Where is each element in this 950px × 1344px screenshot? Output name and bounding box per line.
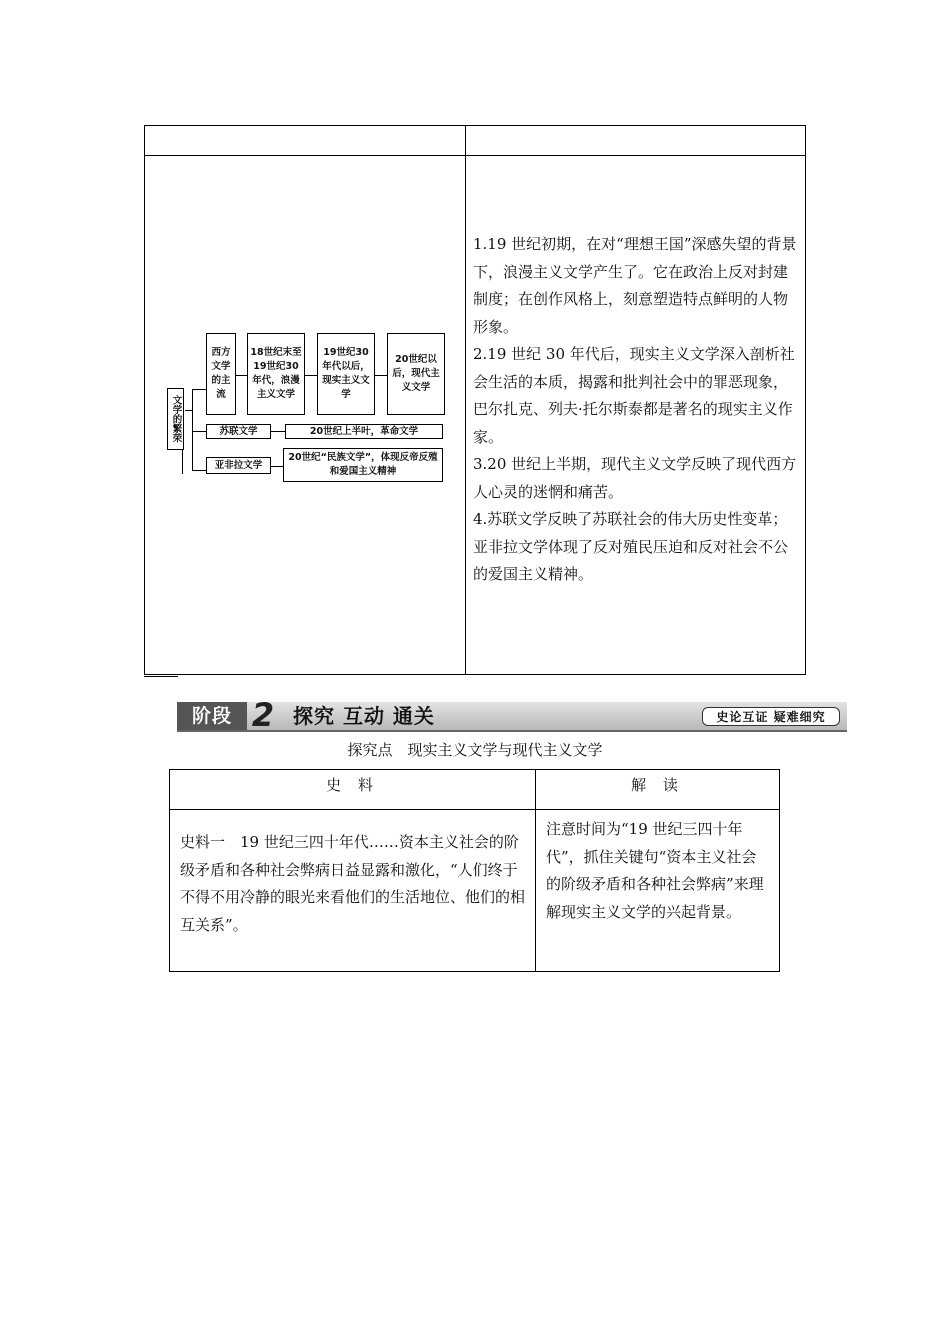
section-subtitle: 探究点 现实主义文学与现代主义文学 bbox=[347, 741, 603, 759]
header-reading: 解 读 bbox=[631, 776, 684, 794]
diagram-romantic: 18世纪末至19世纪30年代，浪漫主义文学 bbox=[247, 333, 305, 415]
material-text: 史料一 19 世纪三四十年代……资本主义社会的阶级矛盾和各种社会弊病日益显露和激化，“人们终于不得不用冷静的眼光来看他们的生活地位、他们的相互关系”。 bbox=[180, 833, 526, 934]
connector bbox=[192, 470, 206, 471]
table-column-divider bbox=[465, 126, 466, 674]
stage-label: 阶段 bbox=[177, 702, 247, 730]
arrow bbox=[271, 431, 285, 432]
stage-tag: 史论互证 疑难细究 bbox=[702, 707, 840, 726]
stage-number: 2 bbox=[251, 696, 275, 734]
diagram-afro: 亚非拉文学 bbox=[206, 457, 271, 474]
table-divider bbox=[145, 155, 805, 156]
diagram-afro-desc: 20世纪“民族文学”，体现反帝反殖和爱国主义精神 bbox=[283, 448, 443, 482]
knowledge-diagram bbox=[165, 330, 455, 485]
arrow bbox=[271, 466, 283, 467]
connector bbox=[192, 431, 206, 432]
summary-point: 4.苏联文学反映了苏联社会的伟大历史性变革；亚非拉文学体现了反对殖民压迫和反对社会不公的爱国主义精神。 bbox=[473, 510, 789, 583]
summary-point: 2.19 世纪 30 年代后，现实主义文学深入剖析社会生活的本质，揭露和批判社会中的罪恶现象，巴尔扎克、列夫·托尔斯泰都是著名的现实主义作家。 bbox=[473, 345, 795, 446]
diagram-west: 西方文学的主流 bbox=[206, 333, 236, 415]
diagram-modern: 20世纪以后，现代主义文学 bbox=[387, 333, 445, 415]
stage-banner bbox=[177, 696, 847, 734]
diagram-soviet-desc: 20世纪上半叶，革命文学 bbox=[285, 424, 443, 439]
connector bbox=[192, 389, 206, 390]
header-material: 史 料 bbox=[326, 776, 379, 794]
arrow bbox=[375, 375, 387, 376]
connector bbox=[185, 410, 193, 411]
summary-point: 1.19 世纪初期，在对“理想王国”深感失望的背景下，浪漫主义文学产生了。它在政治上反对封建制度；在创作风格上，刻意塑造特点鲜明的人物形象。 bbox=[473, 235, 797, 336]
diagram-soviet: 苏联文学 bbox=[206, 424, 271, 439]
stage-title: 探究 互动 通关 bbox=[293, 704, 435, 728]
connector bbox=[192, 389, 193, 470]
summary-points bbox=[473, 231, 798, 589]
table-divider bbox=[170, 809, 779, 810]
arrow bbox=[305, 375, 317, 376]
arrow bbox=[235, 375, 247, 376]
summary-point: 3.20 世纪上半期，现代主义文学反映了现代西方人心灵的迷惘和痛苦。 bbox=[473, 455, 797, 501]
diagram-root: 文学的繁荣 bbox=[167, 388, 184, 450]
table-stub-line bbox=[144, 676, 178, 677]
table-column-divider bbox=[535, 770, 536, 971]
source-table bbox=[169, 769, 780, 972]
diagram-realist: 19世纪30年代以后，现实主义文学 bbox=[317, 333, 375, 415]
reading-text: 注意时间为“19 世纪三四十年代”，抓住关键句“资本主义社会的阶级矛盾和各种社会弊病”来理解现实主义文学的兴起背景。 bbox=[546, 820, 764, 921]
